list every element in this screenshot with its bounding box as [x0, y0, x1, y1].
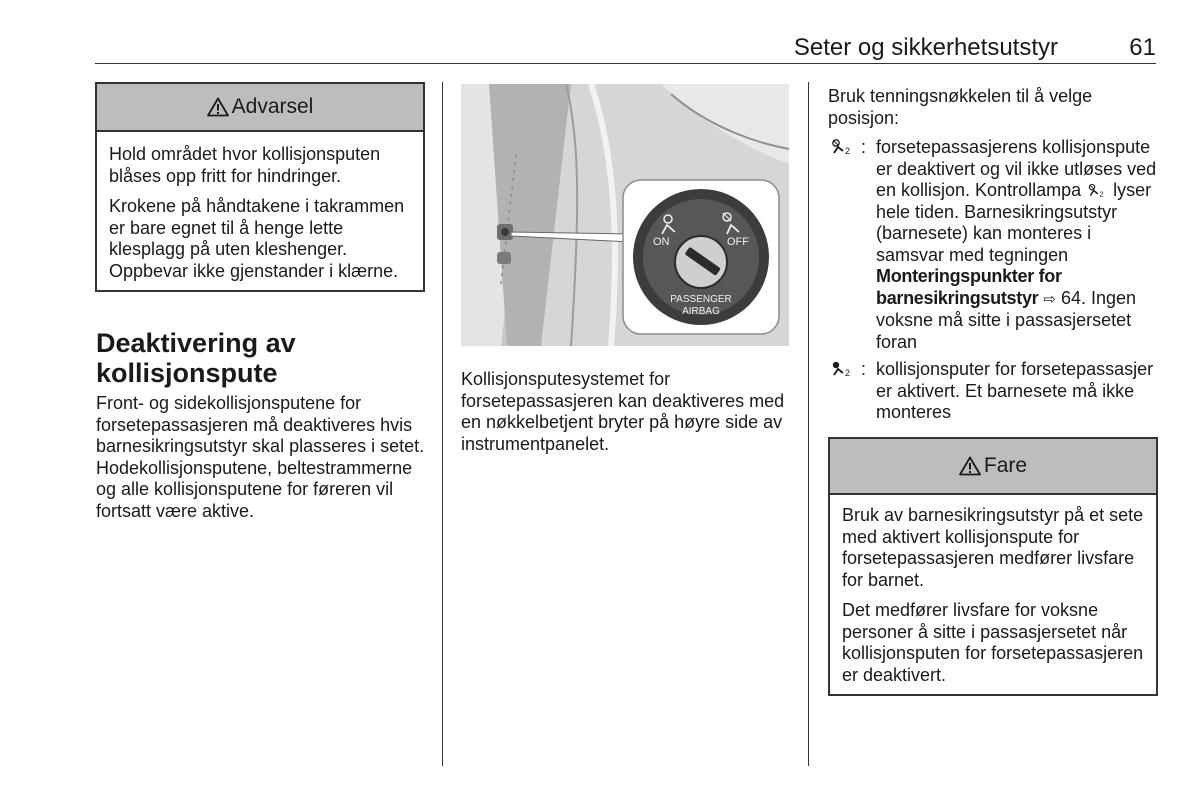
column-divider-left	[442, 82, 443, 766]
definition-text-part: Ingen voksne må sitte i passasjersetet foran	[876, 287, 1137, 352]
airbag-switch-photo	[461, 84, 789, 346]
warning-title: Advarsel	[231, 95, 314, 118]
warning-triangle-icon	[207, 97, 229, 117]
page-number: 61	[1129, 34, 1156, 61]
warning-paragraph: Krokene på håndtakene i takrammen er bare egnet til å henge lette klesplagg på uten kleshenger. Oppbevar ikke gjenstander i klærne.	[109, 196, 405, 281]
warning-box-body	[97, 132, 423, 290]
warning-triangle-icon	[959, 456, 981, 476]
section-heading: Deaktivering av kollisjonspute	[96, 328, 296, 388]
cross-reference-link[interactable]: Monteringspunkter for barnesikringsutstyr	[876, 266, 1062, 308]
switch-label-passenger: PASSENGER	[670, 294, 732, 305]
switch-label-on: ON	[653, 236, 670, 248]
svg-text:2: 2	[1099, 189, 1104, 198]
danger-box-header	[830, 439, 1156, 495]
danger-title: Fare	[983, 454, 1028, 477]
danger-box	[828, 437, 1158, 696]
definition-text: forsetepassasjerens kollisjonspute er deaktivert og vil ikke utløses ved en kollisjon. Kontrollampa 2 lyser hele tiden. Barnesikringsutstyr (barnesete) kan monteres i samsvar med tegningen Monteringspunkter for barnesikringsutstyr ⇨ 64. Ingen voksne må sitte i passasjersetet foran	[876, 137, 1157, 352]
danger-paragraph: Det medfører livsfare for voksne personer å sitte i passasjersetet når kollisjonsputen for forsetepassasjeren er deaktivert.	[842, 600, 1144, 685]
reference-arrow-icon: ⇨	[1043, 290, 1056, 308]
list-item	[828, 359, 1158, 424]
column-divider-right	[808, 82, 809, 766]
airbag-off-icon	[828, 138, 856, 156]
definition-colon: :	[861, 137, 867, 157]
list-item	[828, 137, 1158, 353]
danger-box-body	[830, 495, 1156, 694]
airbag-on-icon	[828, 360, 856, 378]
header-rule	[95, 63, 1156, 64]
warning-paragraph: Hold området hvor kollisjonsputen blåses opp fritt for hindringer.	[109, 144, 381, 186]
danger-paragraph: Bruk av barnesikringsutstyr på et sete med aktivert kollisjonspute for forsetepassasjeren medfører livsfare for barnet.	[842, 505, 1144, 590]
section-body: Front- og sidekollisjonsputene for forsetepassasjeren må deaktiveres hvis barnesikringsutstyr skal plasseres i setet. Hodekollisjonsputene, beltestrammerne og alle kollisjonsputene for føreren vil fortsatt være aktive.	[96, 393, 425, 521]
definition-colon: :	[861, 359, 867, 379]
figure-caption: Kollisjonsputesystemet for forsetepassasjeren kan deaktiveres med en nøkkelbetjent bryter på høyre side av instrumentpanelet.	[461, 369, 785, 454]
switch-label-off: OFF	[727, 236, 749, 248]
switch-label-airbag: AIRBAG	[682, 306, 720, 317]
svg-text:2: 2	[845, 146, 851, 156]
definition-text-part: lyser hele tiden. Barnesikringsutstyr (barnesete) kan monteres i samsvar med tegningen	[876, 180, 1152, 265]
definition-text-part: forsetepassasjerens kollisjonspute er deaktivert og vil ikke utløses ved en kollisjon. Kontrollampa	[876, 137, 1157, 200]
instructions-intro: Bruk tenningsnøkkelen til å velge posisjon:	[828, 86, 1093, 128]
svg-text:2: 2	[845, 368, 851, 378]
warning-box-header	[97, 84, 423, 132]
reference-page[interactable]: 64	[1060, 287, 1081, 308]
airbag-off-icon	[1086, 183, 1108, 198]
airbag-switch-illustration	[461, 84, 789, 346]
warning-box	[95, 82, 425, 292]
definition-text: kollisjonsputer for forsetepassasjer er aktivert. Et barnesete må ikke monteres	[876, 359, 1154, 422]
page-header-title: Seter og sikkerhetsutstyr	[793, 34, 1058, 61]
